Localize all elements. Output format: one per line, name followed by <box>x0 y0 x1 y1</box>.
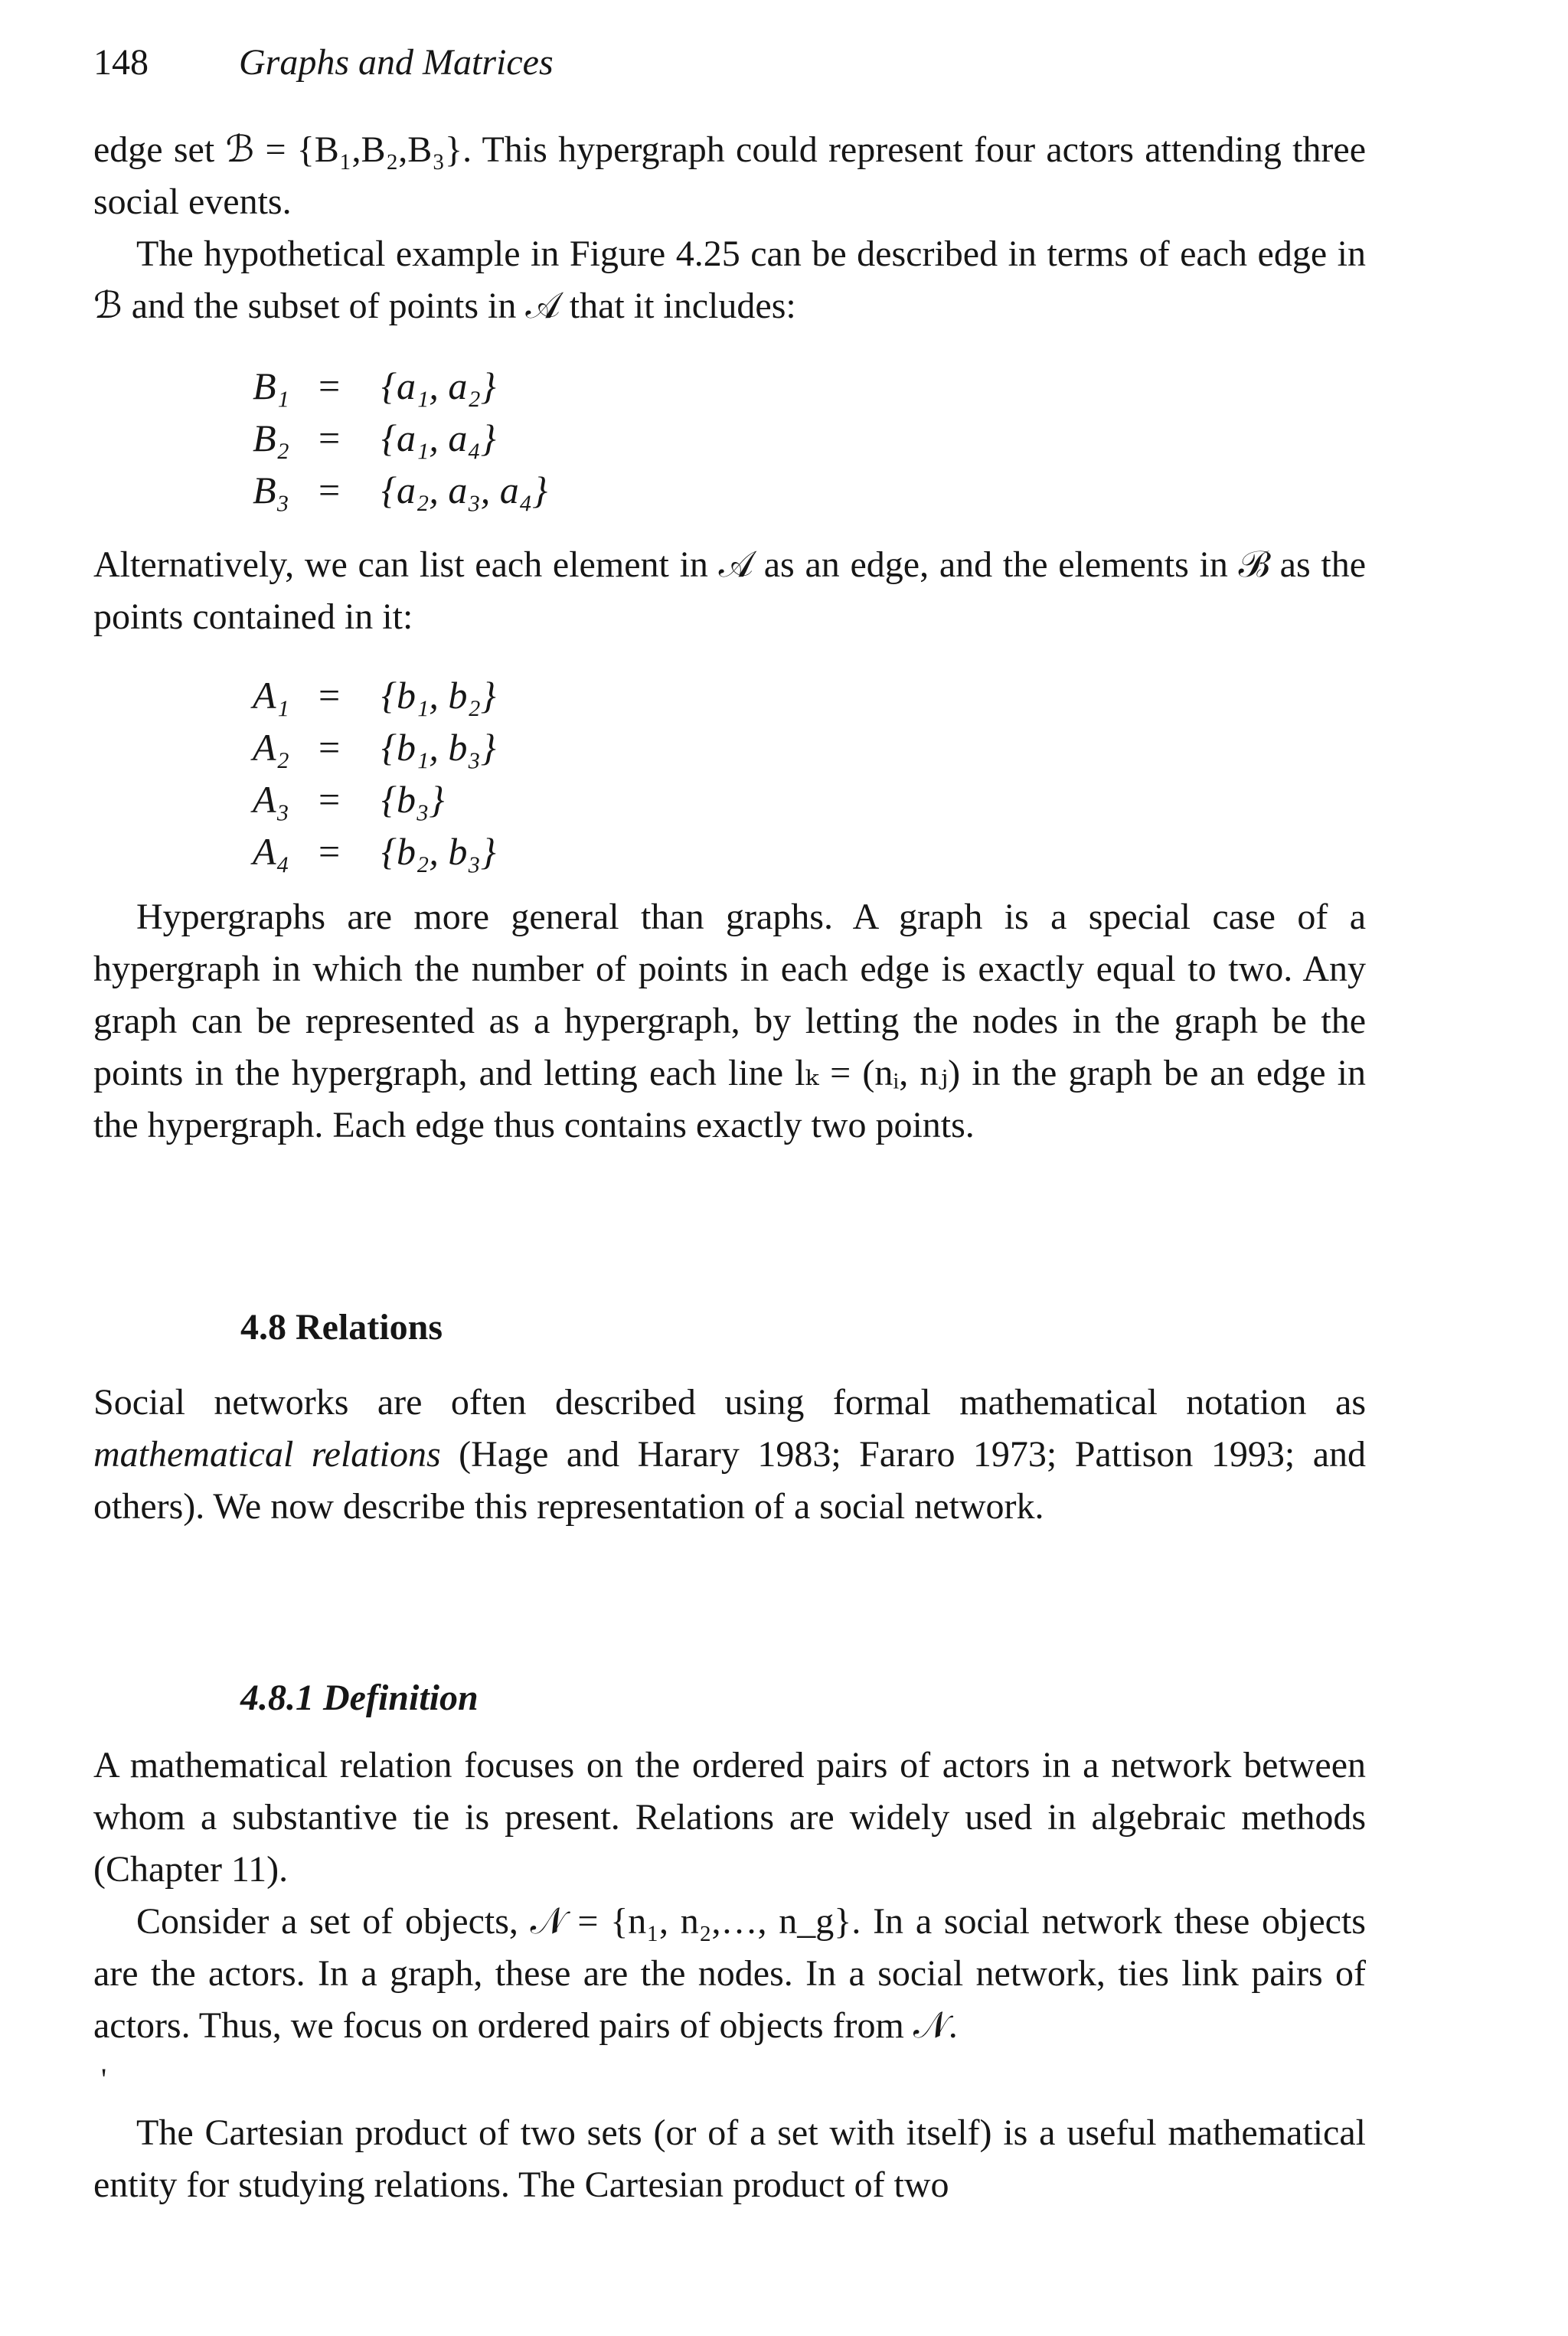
equation-lhs: A₁ <box>253 674 289 717</box>
equals-sign: = <box>318 417 341 459</box>
paragraph-social-networks-text: Social networks are often described using formal mathematical notation as <box>93 1382 1366 1423</box>
equation-lhs: A₂ <box>253 726 289 769</box>
paragraph-cartesian-product-text: The Cartesian product of two sets (or of a set with itself) is a useful mathematical entity for studying relations. The Cartesian product of two <box>93 2112 1366 2205</box>
equation-rhs: {b₃} <box>381 778 445 821</box>
equation-lhs: B₂ <box>253 417 289 459</box>
paragraph-hypergraphs-text: Hypergraphs are more general than graphs. A graph is a special case of a hypergraph in which the number of points in each edge is exactly equal to two. Any graph can be represented as a hypergraph, by letting the nodes in the graph be the points in the hypergraph, and letting each line lₖ = (nᵢ, nⱼ) in the graph be an edge in the hypergraph. Each edge thus contains exactly two points. <box>93 897 1366 1145</box>
paragraph-social-networks <box>93 1377 1366 1533</box>
section-heading: 4.8 Relations <box>240 1307 443 1348</box>
subsection-heading: 4.8.1 Definition <box>240 1678 479 1718</box>
running-title: Graphs and Matrices <box>239 42 554 83</box>
equation-lhs: B₃ <box>253 469 289 511</box>
paragraph-definition: A mathematical relation focuses on the ordered pairs of actors in a network between whom a substantive tie is present. Relations are widely used in algebraic methods (Chapter 11). <box>93 1745 1366 1890</box>
equation-rhs: {a₁, a₄} <box>381 417 496 459</box>
paragraph-hypergraphs <box>93 891 1366 1152</box>
paragraph-set-of-objects <box>93 1896 1366 2052</box>
equation-rhs: {a₁, a₂} <box>381 364 496 407</box>
equals-sign: = <box>318 469 341 511</box>
paragraph-cartesian-product <box>93 2107 1366 2211</box>
paragraph-social-networks-text-end: (Hage and Harary 1983; Fararo 1973; Pattison 1993; and others). We now describe this representation of a social network. <box>93 1434 1367 1527</box>
equation-rhs: {b₁, b₂} <box>381 674 496 717</box>
paragraph-edge-set: edge set ℬ = {B₁,B₂,B₃}. This hypergraph could represent four actors attending three social events. <box>93 129 1366 222</box>
stray-mark: ' <box>101 2062 107 2096</box>
paragraph-hypothetical-example-text: The hypothetical example in Figure 4.25 can be described in terms of each edge in ℬ and the subset of points in 𝒜 that it includes: <box>93 234 1366 326</box>
equals-sign: = <box>318 726 341 769</box>
equals-sign: = <box>318 778 341 821</box>
paragraph-hypothetical-example <box>93 228 1366 332</box>
equation-lhs: A₃ <box>253 778 289 821</box>
equals-sign: = <box>318 830 341 873</box>
page-number: 148 <box>93 42 149 83</box>
equation-rhs: {a₂, a₃, a₄} <box>381 469 548 511</box>
equation-lhs: B₁ <box>253 364 289 407</box>
paragraph-alternatively: Alternatively, we can list each element in 𝒜 as an edge, and the elements in ℬ as the points contained in it: <box>93 544 1366 637</box>
paragraph-set-of-objects-text: Consider a set of objects, 𝒩 = {n₁, n₂,…, n_g}. In a social network these objects are the actors. In a graph, these are the nodes. In a social network, ties link pairs of actors. Thus, we focus on ordered pairs of objects from 𝒩. <box>93 1901 1366 2046</box>
equation-rhs: {b₁, b₃} <box>381 726 496 769</box>
term-mathematical-relations: mathematical relations <box>93 1434 441 1475</box>
equation-rhs: {b₂, b₃} <box>381 830 496 873</box>
running-head <box>93 40 554 86</box>
equals-sign: = <box>318 364 341 407</box>
equation-lhs: A₄ <box>253 830 289 873</box>
equals-sign: = <box>318 674 341 717</box>
